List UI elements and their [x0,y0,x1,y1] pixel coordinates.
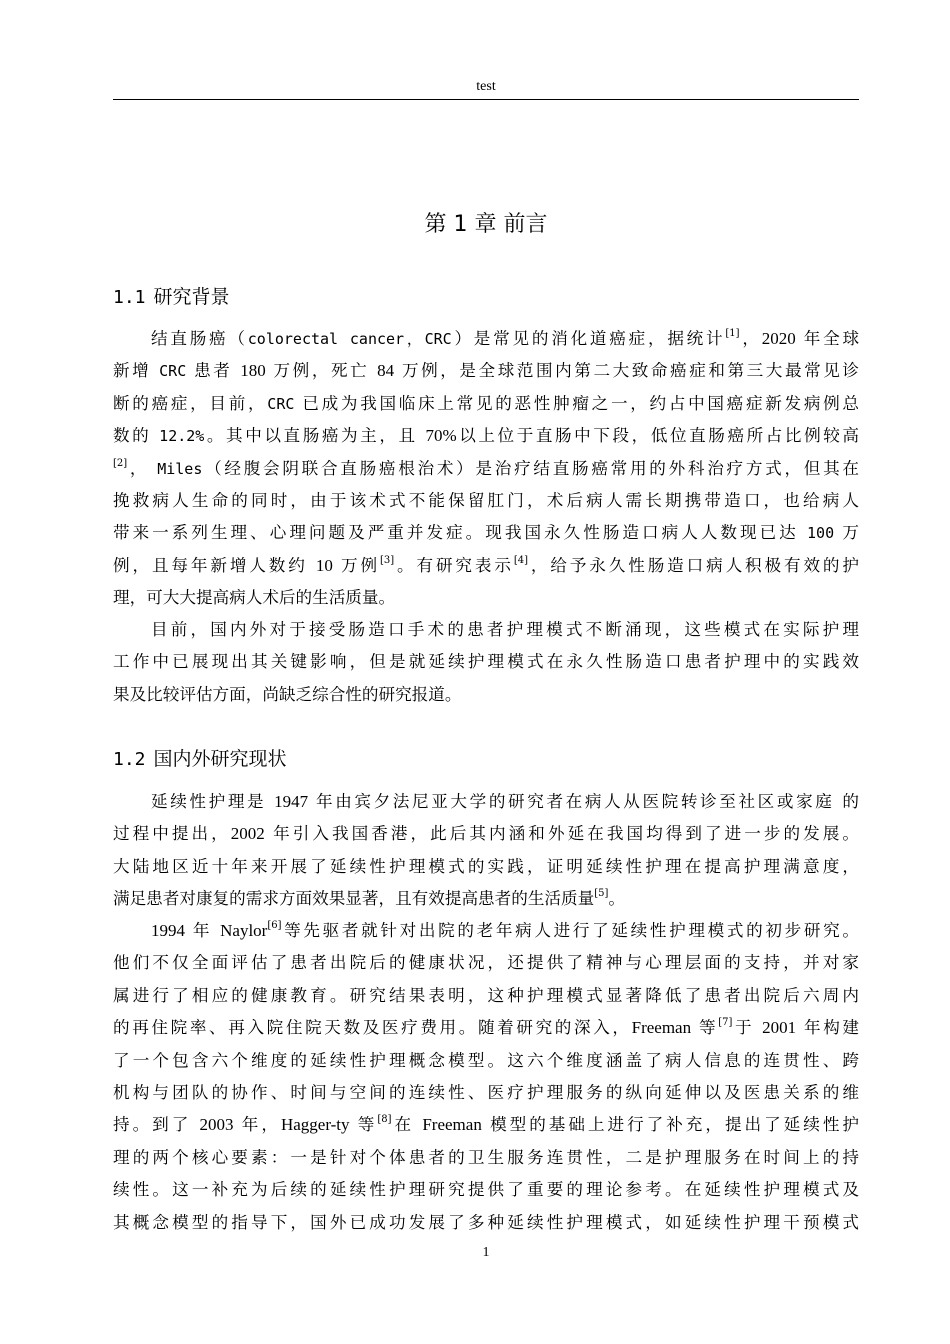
paragraph-1-2-b [113,915,859,1239]
text-line: 的再住院率、再入院住院天数及医疗费用。随着研究的深入，Freeman 等[7]于 2001 年构建 [113,1017,860,1038]
text-line: 属进行了相应的健康教育。研究结果表明，这种护理模式显著降低了患者出院后六周内 [113,985,859,1005]
text-line: 目前，国内外对于接受肠造口手术的患者护理模式不断涌现，这些模式在实际护理 [151,620,859,639]
citation-ref: [5] [594,888,609,900]
text-line: 挽救病人生命的同时，由于该术式不能保留肛门，术后病人需长期携带造口，也给病人 [113,490,859,510]
citation-ref: [8] [377,1114,392,1126]
text-line: 持。到了 2003 年，Hagger-ty 等[8]在 Freeman 模型的基础上进行了补充，提出了延续性护 [113,1114,859,1135]
text-line: 理，可大大提高病人术后的生活质量。 [113,588,396,608]
text-line: 机构与团队的协作、时间与空间的连续性、医疗护理服务的纵向延伸以及医患关系的维 [113,1082,859,1102]
header-rule [113,99,859,100]
text-line: 大陆地区近十年来开展了延续性护理模式的实践，证明延续性护理在提高护理满意度， [113,856,859,876]
paragraph-1-2-a [113,786,859,916]
page-number: 1 [482,1245,490,1260]
text-line: 1994 年 Naylor[6]等先驱者就针对出院的老年病人进行了延续性护理模式的初步研究。 [151,920,859,940]
text-line: 满足患者对康复的需求方面效果显著，且有效提高患者的生活质量[5]。 [113,888,625,909]
section-number: 1.1 [113,287,146,308]
text-line: [2]， Miles（经腹会阴联合直肠癌根治术）是治疗结直肠癌常用的外科治疗方式，但其在 [113,457,859,478]
paragraph-1-1-a [113,323,859,615]
text-line: 果及比较评估方面，尚缺乏综合性的研究报道。 [113,684,462,704]
text-line: 结直肠癌（colorectal cancer，CRC）是常见的消化道癌症，据统计[1]，2020 年全球 [151,328,860,348]
text-line: 续性。这一补充为后续的延续性护理研究提供了重要的理论参考。在延续性护理模式及 [113,1180,859,1200]
text-line: 例，且每年新增人数约 10 万例[3]。有研究表示[4]，给予永久性肠造口病人积极有效的护 [113,554,859,575]
citation-ref: [4] [513,554,528,566]
text-line: 延续性护理是 1947 年由宾夕法尼亚大学的研究者在病人从医院转诊至社区或家庭 的 [151,792,859,811]
section-title: 研究背景 [153,286,230,308]
citation-ref: [1] [725,328,740,339]
text-line: 带来一系列生理、心理问题及严重并发症。现我国永久性肠造口病人人数现已达 100 万 [113,523,859,543]
section-number: 1.2 [113,749,146,770]
citation-ref: [3] [379,554,395,566]
paragraph-1-1-b [113,614,859,711]
section-heading-1-1 [113,284,230,311]
section-title: 国内外研究现状 [153,748,287,770]
citation-ref: [7] [718,1017,733,1029]
text-line: 断的癌症，目前，CRC 已成为我国临床上常见的恶性肿瘤之一，约占中国癌症新发病例总 [113,393,859,413]
citation-ref: [6] [267,920,282,931]
text-line: 数的 12.2%。其中以直肠癌为主，且 70%以上位于直肠中下段，低位直肠癌所占比例较高 [113,426,859,446]
chapter-title: 第 1 章 前言 [424,212,548,237]
citation-ref: [2] [113,457,128,469]
page-header: test [476,79,496,94]
text-line: 他们不仅全面评估了患者出院后的健康状况，还提供了精神与心理层面的支持，并对家 [113,953,859,973]
text-line: 其概念模型的指导下，国外已成功发展了多种延续性护理模式，如延续性护理干预模式 [113,1212,859,1232]
text-line: 工作中已展现出其关键影响，但是就延续护理模式在永久性肠造口患者护理中的实践效 [113,652,859,672]
section-heading-1-2 [113,746,287,773]
text-line: 新增 CRC 患者 180 万例，死亡 84 万例，是全球范围内第二大致命癌症和第三大最常见诊 [113,361,859,381]
text-line: 过程中提出，2002 年引入我国香港，此后其内涵和外延在我国均得到了进一步的发展。 [113,824,860,844]
text-line: 理的两个核心要素：一是针对个体患者的卫生服务连贯性，二是护理服务在时间上的持 [113,1147,859,1167]
text-line: 了一个包含六个维度的延续性护理概念模型。这六个维度涵盖了病人信息的连贯性、跨 [113,1050,859,1070]
